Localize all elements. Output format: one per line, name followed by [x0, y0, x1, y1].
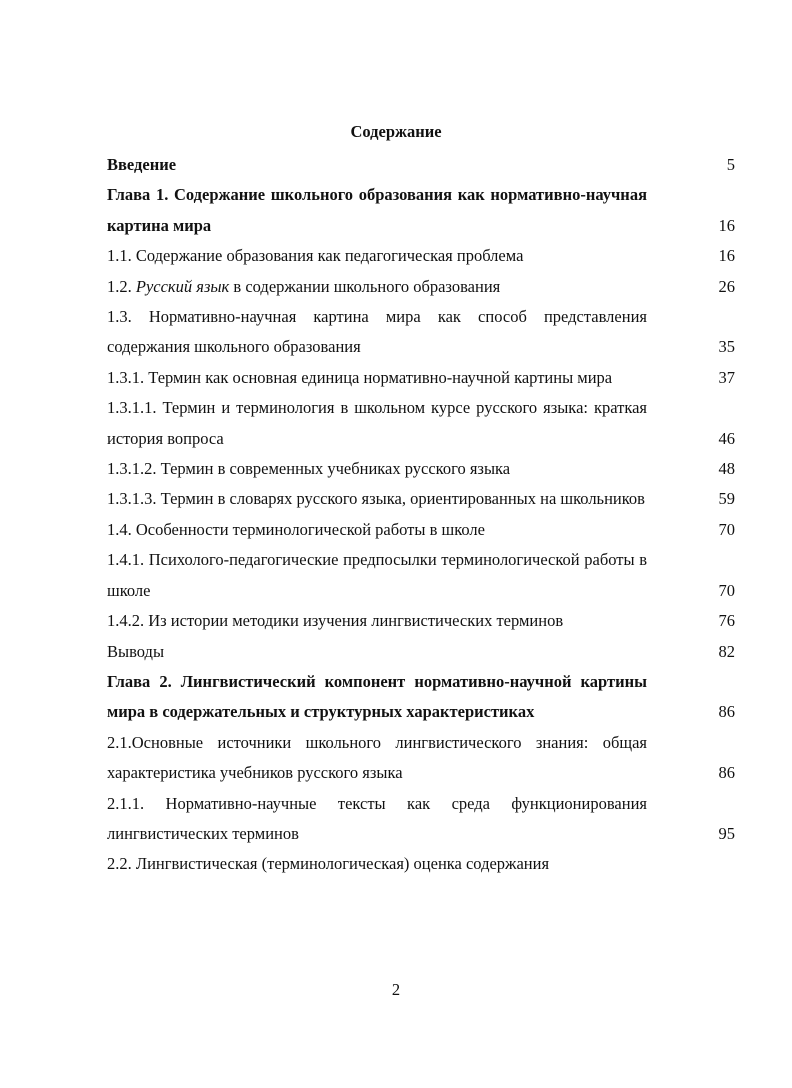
toc-entry-1-3-1[interactable] — [107, 363, 737, 393]
toc-entry-page: 37 — [718, 367, 735, 387]
toc-entry-text: 2.2. Лингвистическая (терминологическая) оценка содержания — [107, 854, 550, 874]
toc-entry-page: 95 — [718, 823, 735, 843]
toc-entry-page: 76 — [718, 611, 735, 631]
toc-entry-text: 1.3.1. Термин как основная единица нормативно-научной картины мира — [107, 367, 613, 387]
toc-entry-text: 1.3.1.1. Термин и терминология в школьном курсе русского языка: краткая история вопроса — [107, 398, 647, 448]
table-of-contents — [107, 150, 737, 880]
toc-entry-1-1[interactable] — [107, 241, 737, 271]
toc-entry-1-3-1-3[interactable] — [107, 484, 737, 514]
toc-entry-page: 70 — [718, 519, 735, 539]
toc-entry-1-3-1-2[interactable] — [107, 454, 737, 484]
toc-entry-page: 46 — [718, 428, 735, 448]
toc-entry-text: 1.3. Нормативно-научная картина мира как способ представления содержания школьного образования — [107, 307, 647, 357]
toc-entry-conclusions[interactable] — [107, 637, 737, 667]
toc-entry-italic-phrase: Русский язык — [135, 276, 230, 296]
toc-entry-text: 2.1.Основные источники школьного лингвистического знания: общая характеристика учебников русского языка — [107, 732, 647, 783]
toc-entry-text — [107, 272, 647, 302]
toc-entry-page: 59 — [718, 489, 735, 509]
toc-entry-1-3-1-1[interactable] — [107, 393, 737, 454]
toc-entry-text: Выводы — [107, 641, 165, 661]
toc-entry-page: 82 — [718, 641, 735, 661]
toc-entry-text: 1.4.2. Из истории методики изучения лингвистических терминов — [107, 611, 564, 631]
toc-entry-page: 16 — [718, 215, 735, 235]
toc-entry-page: 70 — [718, 580, 735, 600]
toc-entry-1-4[interactable] — [107, 515, 737, 545]
toc-entry-2-2[interactable] — [107, 849, 737, 879]
toc-entry-page: 26 — [718, 276, 735, 296]
toc-entry-text: Глава 2. Лингвистический компонент нормативно-научной картины мира в содержательных и структурных характеристиках — [107, 671, 647, 722]
toc-entry-chapter-1[interactable] — [107, 180, 737, 241]
page-number: 2 — [391, 980, 401, 999]
toc-entry-text: 1.4. Особенности терминологической работы в школе — [107, 519, 485, 539]
toc-entry-2-1[interactable] — [107, 728, 737, 789]
page-title: Содержание — [350, 122, 442, 141]
toc-entry-page: 86 — [718, 702, 735, 722]
toc-entry-1-4-2[interactable] — [107, 606, 737, 636]
toc-entry-text: 2.1.1. Нормативно-научные тексты как среда функционирования лингвистических терминов — [107, 793, 647, 843]
toc-entry-text: 1.1. Содержание образования как педагогическая проблема — [107, 246, 524, 266]
toc-entry-chapter-2[interactable] — [107, 667, 737, 728]
toc-entry-1-2[interactable] — [107, 272, 737, 302]
toc-entry-text: 1.3.1.2. Термин в современных учебниках русского языка — [107, 459, 511, 479]
toc-entry-page: 35 — [718, 337, 735, 357]
toc-entry-introduction[interactable] — [107, 150, 737, 180]
toc-entry-page: 86 — [718, 763, 735, 783]
toc-entry-text: 1.3.1.3. Термин в словарях русского языка, ориентированных на школьников — [107, 489, 645, 509]
toc-entry-number: 1.2. — [107, 276, 136, 296]
toc-entry-1-4-1[interactable] — [107, 545, 737, 606]
toc-entry-2-1-1[interactable] — [107, 789, 737, 850]
toc-entry-rest: в содержании школьного образования — [229, 276, 501, 296]
toc-entry-1-3[interactable] — [107, 302, 737, 363]
toc-entry-text: Глава 1. Содержание школьного образования как нормативно-научная картина мира — [107, 185, 647, 235]
toc-entry-page: 5 — [726, 155, 735, 174]
toc-entry-text: 1.4.1. Психолого-педагогические предпосылки терминологической работы в школе — [107, 550, 647, 600]
toc-entry-page: 16 — [718, 246, 735, 266]
toc-entry-page: 48 — [718, 459, 735, 479]
toc-entry-text: Введение — [107, 155, 177, 174]
